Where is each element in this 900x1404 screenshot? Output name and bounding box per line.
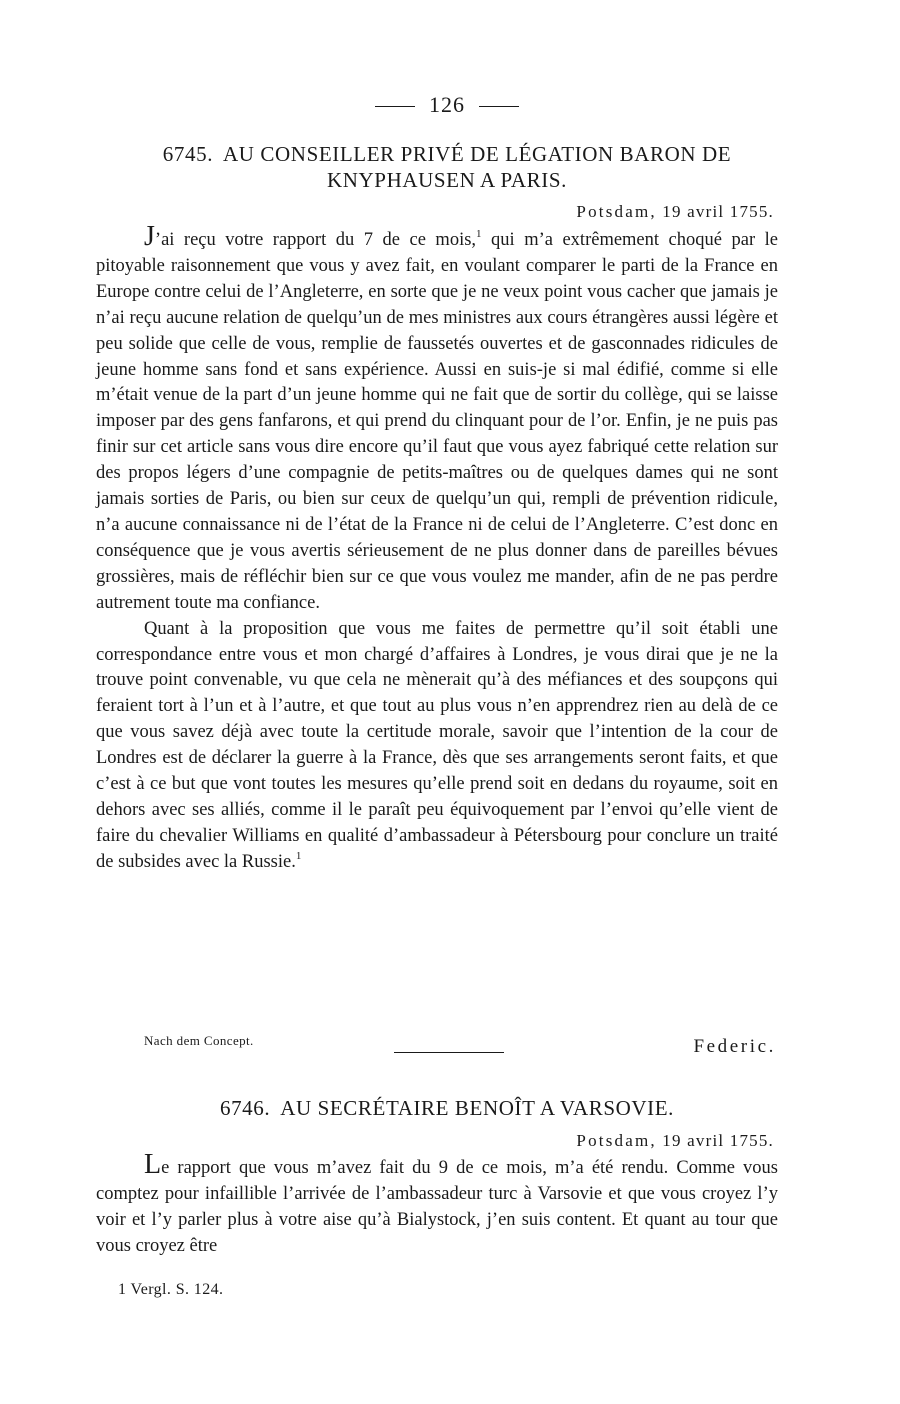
letter-6745-heading-line1 xyxy=(96,141,798,167)
letter-6746-paragraph-1 xyxy=(96,1149,778,1260)
letter-6745-para1-start: ’ai reçu votre rapport du 7 de ce mois, xyxy=(154,230,477,250)
letter-6746-heading-line1 xyxy=(96,1095,798,1121)
signature: Federic. xyxy=(693,1036,776,1057)
page-number-dash-left xyxy=(375,106,415,107)
letter-6745-para2-text: Quant à la proposition que vous me faites de permettre qu’il soit établi une correspondance entre vous et mon chargé d’affaires à Londres, je vous dirai que je ne la trouve point convenable, vu que cela ne mènerait qu’à des méfiances et des soupçons qui feraient tort à l’un et à l’autre, et que tout au plus vous n’en apprendrez rien au delà de ce que vous savez déjà avec toute la certitude morale, savoir que l’intention de la cour de Londres est de déclarer la guerre à la France, dès que ses arrangements seront faits, et que c’est à ce but que vont toutes les mesures qu’elle prend soit en dedans du royaume, soit en dehors avec ses alliés, comme il le paraît peu équivoquement par l’envoi qu’elle vient de faire du chevalier Williams en qualité d’ambassadeur à Pétersbourg pour conclure un traité de subsides avec la Russie. xyxy=(96,618,778,872)
document-page xyxy=(96,0,798,1404)
page-number-value: 126 xyxy=(429,92,465,117)
letter-6746-date-place: Potsdam, xyxy=(576,1131,657,1150)
letter-6745-paragraph-2 xyxy=(96,617,778,876)
letter-6745-date-place: Potsdam, xyxy=(576,202,657,221)
footnote-reference: 1 xyxy=(476,228,482,240)
page-number xyxy=(96,92,798,118)
letter-6746-para1-text: e rapport que vous m’avez fait du 9 de ce mois, m’a été rendu. Comme vous comptez pour infaillible l’arrivée de l’ambassadeur turc à Varsovie et que vous croyez l’y voir et l’y parler plus à votre aise qu’à Bialystock, j’en suis content. Et quant au tour que vous croyez être xyxy=(96,1158,778,1256)
source-note: Nach dem Concept. xyxy=(144,1033,254,1048)
letter-6745-paragraph-1 xyxy=(96,221,778,617)
letter-6746-dropcap: L xyxy=(144,1149,162,1180)
letter-6745-title-line1: AU CONSEILLER PRIVÉ DE LÉGATION BARON DE xyxy=(223,142,732,166)
letter-6746-heading xyxy=(96,1095,798,1121)
footnote xyxy=(118,1281,223,1299)
letter-6746-body xyxy=(96,1149,778,1260)
footnote-marker: 1 xyxy=(118,1281,127,1298)
footnote-reference: 1 xyxy=(295,849,302,862)
letter-6746-date-value: 19 avril 1755. xyxy=(662,1131,774,1150)
letter-6745-dropcap: J xyxy=(144,221,155,252)
page-number-dash-right xyxy=(479,106,519,107)
footnote-text: Vergl. S. 124. xyxy=(130,1281,224,1298)
letter-6746-dateline xyxy=(576,1131,774,1151)
letter-6745-heading-line2: KNYPHAUSEN A PARIS. xyxy=(327,168,567,192)
letter-6746-number: 6746. xyxy=(219,1096,271,1120)
section-divider-rule xyxy=(394,1052,504,1053)
letter-6745-dateline xyxy=(576,202,774,222)
letter-6745-body xyxy=(96,221,778,876)
letter-6745-date-value: 19 avril 1755. xyxy=(662,202,774,221)
letter-6745-para1-rest: qui m’a extrêmement choqué par le pitoyable raisonnement que vous y avez fait, en voulant comparer le parti de la France en Europe contre celui de l’Angleterre, en sorte que je ne veux point vous cacher que jamais je n’ai reçu aucune relation de quelqu’un de mes ministres aux cours étrangères aussi légère et peu solide que celle de vous, remplie de faussetés ouvertes et de gasconnades ridicules de jeune homme sans fond et sans expérience. Aussi en suis-je si mal édifié, comme si elle m’était venue de la part d’un jeune homme qui ne fait que de sortir du collège, qui se laisse imposer par des gens fanfarons, et qui prend du clinquant pour de l’or. Enfin, je ne puis pas finir sur cet article sans vous dire encore qu’il faut que vous ayez fabriqué cette relation sur des propos légers d’une compagnie de petits-maîtres ou de quelques dames qui ne sont jamais sorties de Paris, ou bien sur ceux de quelqu’un qui, rempli de prévention ridicule, n’a aucune connaissance ni de l’état de la France ni de celui de l’Angleterre. C’est donc en conséquence que je vous avertis sérieusement de ne plus donner dans de pareilles bévues grossières, mais de réfléchir bien sur ce que vous voulez me mander, afin de ne pas perdre autrement toute ma confiance. xyxy=(96,230,778,613)
letter-6745-number: 6745. xyxy=(162,142,214,166)
letter-6746-title: AU SECRÉTAIRE BENOÎT A VARSOVIE. xyxy=(280,1096,675,1120)
letter-6745-heading xyxy=(96,141,798,193)
